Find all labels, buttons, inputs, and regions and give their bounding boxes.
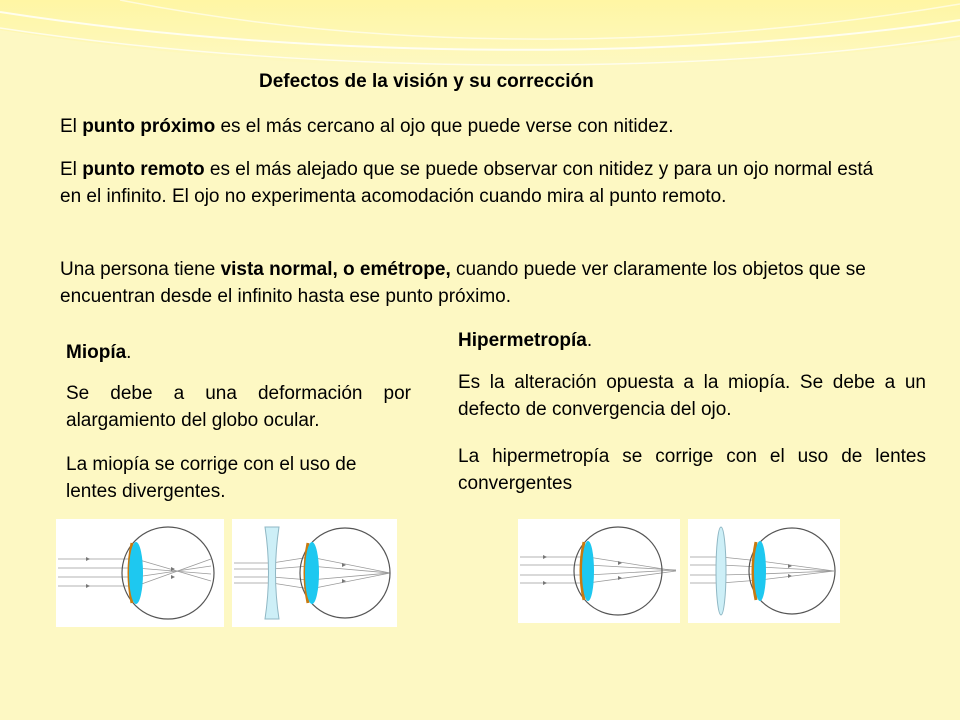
hipermetropia-description: Es la alteración opuesta a la miopía. Se debe a un defecto de convergencia del ojo. xyxy=(458,372,926,420)
hipermetropia-correction: La hipermetropía se corrige con el uso de lentes convergentes xyxy=(458,446,926,494)
paragraph-punto-proximo: El punto próximo es el más cercano al ojo que puede verse con nitidez. xyxy=(60,116,674,137)
converging-lens-correction-diagram xyxy=(688,519,840,623)
hipermetropia-heading: Hipermetropía. xyxy=(458,330,593,351)
paragraph-punto-remoto: El punto remoto es el más alejado que se puede observar con nitidez y para un ojo normal está en el infinito. El ojo no experimenta acomodación cuando mira al punto remoto. xyxy=(60,159,874,207)
miopia-heading: Miopía. xyxy=(66,342,132,363)
myopic-eye-diagram xyxy=(56,519,224,627)
miopia-correction: La miopía se corrige con el uso de lentes divergentes. xyxy=(66,454,357,502)
page-title: Defectos de la visión y su corrección xyxy=(259,71,594,92)
diverging-lens-correction-diagram xyxy=(232,519,397,627)
miopia-description: Se debe a una deformación por alargamiento del globo ocular. xyxy=(66,383,411,431)
paragraph-vista-normal: Una persona tiene vista normal, o emétrope, cuando puede ver claramente los objetos que se encuentran desde el infinito hasta ese punto próximo. xyxy=(60,259,866,307)
hyperopic-eye-diagram xyxy=(518,519,680,623)
